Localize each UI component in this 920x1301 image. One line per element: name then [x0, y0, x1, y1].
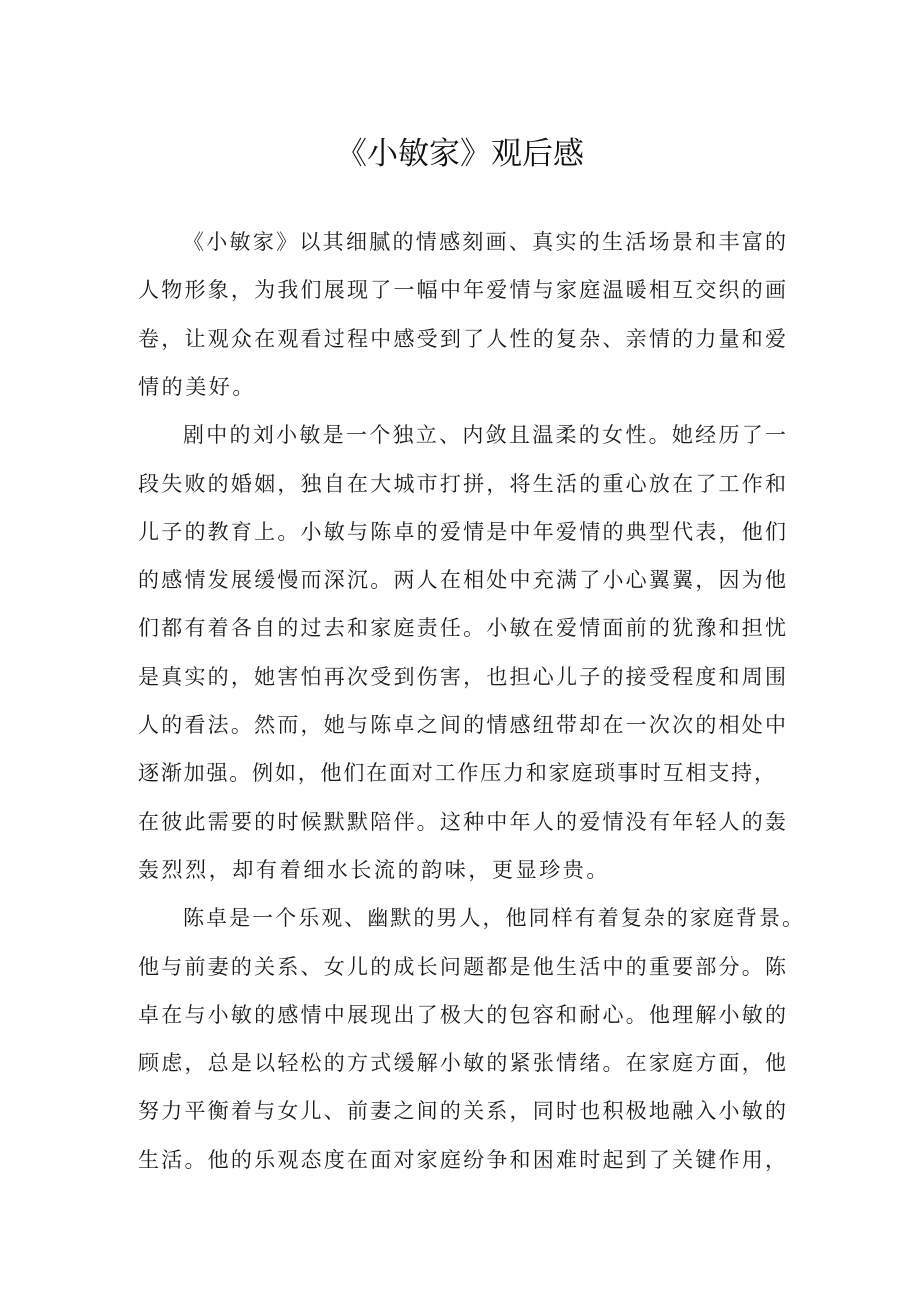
text-line-content: 他与前妻的关系、女儿的成长问题都是他生活中的重要部分。陈	[138, 954, 786, 979]
text-line	[0, 749, 920, 797]
text-line-content: 轰烈烈，却有着细水长流的韵味，更显珍贵。	[138, 857, 610, 882]
text-line	[0, 798, 920, 846]
text-line-content: 的感情发展缓慢而深沉。两人在相处中充满了小心翼翼，因为他	[138, 568, 786, 593]
text-line-content: 陈卓是一个乐观、幽默的男人，他同样有着复杂的家庭背景。	[183, 906, 803, 931]
page-title: 《小敏家》观后感	[336, 136, 584, 172]
text-line-content: 段失败的婚姻，独自在大城市打拼，将生活的重心放在了工作和	[138, 471, 786, 496]
text-line	[0, 363, 920, 411]
text-line	[0, 894, 920, 942]
text-line	[0, 943, 920, 991]
text-line-content: 卓在与小敏的感情中展现出了极大的包容和耐心。他理解小敏的	[138, 1002, 786, 1027]
text-line-content: 剧中的刘小敏是一个独立、内敛且温柔的女性。她经历了一	[183, 423, 786, 448]
text-line	[0, 315, 920, 363]
text-line-content: 情的美好。	[138, 374, 256, 399]
text-line	[0, 411, 920, 459]
text-line	[0, 604, 920, 652]
text-line	[0, 701, 920, 749]
text-line-content: 人的看法。然而，她与陈卓之间的情感纽带却在一次次的相处中	[138, 713, 786, 737]
text-line-content: 顾虑，总是以轻松的方式缓解小敏的紧张情绪。在家庭方面，他	[138, 1051, 786, 1076]
text-line-content: 生活。他的乐观态度在面对家庭纷争和困难时起到了关键作用，	[138, 1147, 786, 1172]
text-line	[0, 991, 920, 1039]
text-line	[0, 508, 920, 556]
text-line-content: 努力平衡着与女儿、前妻之间的关系，同时也积极地融入小敏的	[138, 1099, 786, 1124]
text-line-content: 卷，让观众在观看过程中感受到了人性的复杂、亲情的力量和爱	[138, 326, 786, 351]
text-line	[0, 218, 920, 266]
text-line-content: 在彼此需要的时候默默陪伴。这种中年人的爱情没有年轻人的轰	[138, 809, 786, 834]
text-line-content: 儿子的教育上。小敏与陈卓的爱情是中年爱情的典型代表，他们	[138, 519, 786, 544]
text-line	[0, 556, 920, 604]
text-line-content: 们都有着各自的过去和家庭责任。小敏在爱情面前的犹豫和担忧	[138, 616, 786, 641]
text-line-content: 人物形象，为我们展现了一幅中年爱情与家庭温暖相互交织的画	[138, 278, 786, 303]
text-line	[0, 846, 920, 894]
text-line	[0, 653, 920, 701]
text-line	[0, 460, 920, 508]
text-line-content: 逐渐加强。例如，他们在面对工作压力和家庭琐事时互相支持，	[138, 761, 775, 786]
text-line	[0, 1087, 920, 1135]
text-line	[0, 1136, 920, 1184]
text-line	[0, 1039, 920, 1087]
text-line-content: 是真实的，她害怕再次受到伤害，也担心儿子的接受程度和周围	[138, 664, 786, 689]
text-line	[0, 266, 920, 314]
text-line-content: 《小敏家》以其细腻的情感刻画、真实的生活场景和丰富的	[183, 230, 786, 254]
